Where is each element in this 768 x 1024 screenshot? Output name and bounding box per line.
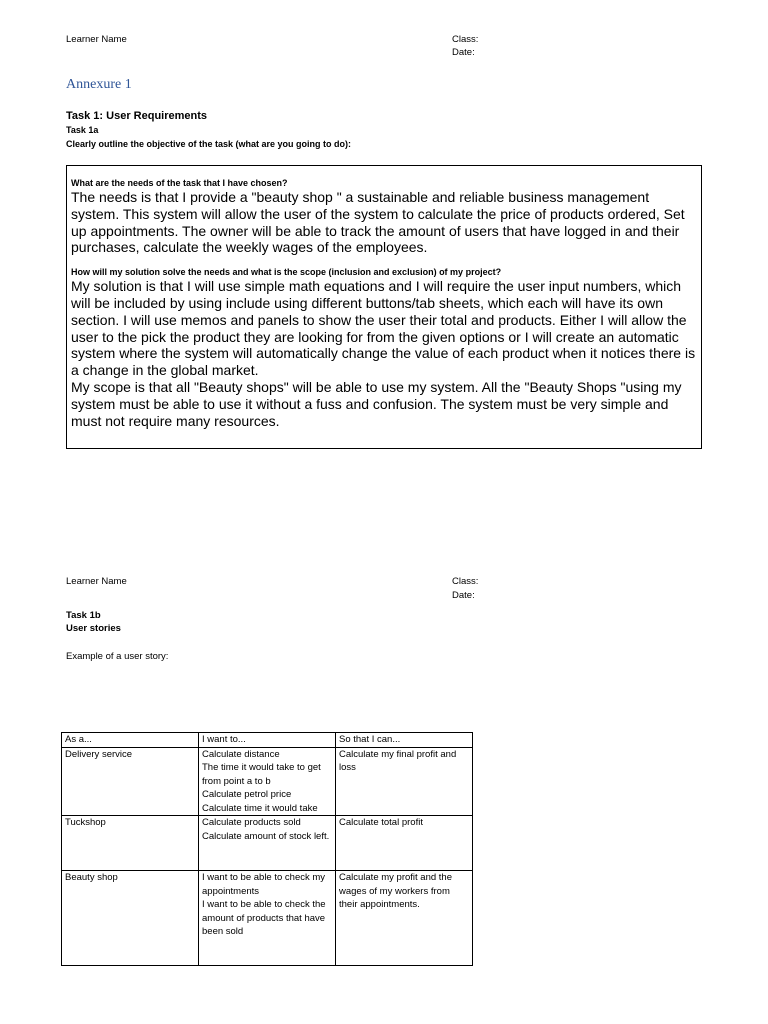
- table-header-row: [62, 733, 473, 748]
- want-line: Calculate distance: [202, 748, 280, 760]
- cell-as-a: Delivery service: [62, 747, 199, 816]
- cell-so-that: Calculate total profit: [336, 816, 473, 871]
- header-as-a: As a...: [62, 733, 199, 748]
- user-stories-label: User stories: [66, 623, 121, 634]
- cell-as-a: Tuckshop: [62, 816, 199, 871]
- solution-answer: My solution is that I will use simple math equations and I will require the user input numbers, which will be included by using include using different buttons/tab sheets, which each will have its own section. I will use memos and panels to show the user their total and products. Either I will allow the user to the pick the product they are looking for from the given options or I will create an automatic system where the system will automatically change the value of each product when it notices there is a change in the global market.: [71, 278, 696, 379]
- want-line: Calculate time it would take: [202, 802, 318, 814]
- task-1b-label: Task 1b: [66, 610, 101, 621]
- objective-answer-box: [66, 165, 702, 449]
- table-row: [62, 816, 473, 871]
- table-row: [62, 871, 473, 966]
- header-i-want-to: I want to...: [199, 733, 336, 748]
- needs-question: What are the needs of the task that I have chosen?: [71, 178, 288, 188]
- date-label-2: Date:: [452, 590, 475, 601]
- cell-so-that: Calculate my final profit and loss: [336, 747, 473, 816]
- want-line: I want to be able to check the amount of products that have been sold: [202, 899, 326, 937]
- date-label: Date:: [452, 47, 475, 58]
- want-line: Calculate products sold: [202, 817, 301, 828]
- header-so-that: So that I can...: [336, 733, 473, 748]
- scope-answer: My scope is that all "Beauty shops" will be able to use my system. All the "Beauty Shops "using my system must be able to use it without a fuss and confusion. The system must be very simple and must not require many resources.: [71, 378, 682, 429]
- want-line: Calculate amount of stock left.: [202, 830, 330, 842]
- learner-name-label: Learner Name: [66, 34, 127, 45]
- objective-instruction: Clearly outline the objective of the task (what are you going to do):: [66, 139, 352, 149]
- class-label-2: Class:: [452, 576, 479, 587]
- scope-question: How will my solution solve the needs and what is the scope (inclusion and exclusion) of my project?: [71, 267, 502, 278]
- want-line: The time it would take to get from point a to b: [202, 762, 321, 787]
- cell-want: [199, 816, 336, 871]
- table-row: [62, 747, 473, 816]
- cell-want: [199, 871, 336, 966]
- cell-so-that: Calculate my profit and the wages of my workers from their appointments.: [336, 871, 473, 966]
- learner-name-label-2: Learner Name: [66, 576, 127, 587]
- cell-want: [199, 747, 336, 816]
- needs-answer: The needs is that I provide a "beauty shop " a sustainable and reliable business management system. This system will allow the user of the system to calculate the price of products ordered, Set up appointments. The owner will be able to track the amount of users that have logged in and their purchases, calculate the weekly wages of the employees.: [71, 189, 685, 256]
- task-title: Task 1: User Requirements: [66, 110, 208, 122]
- want-line: I want to be able to check my appointments: [202, 872, 326, 897]
- annexure-title: Annexure 1: [66, 77, 132, 92]
- cell-as-a: Beauty shop: [62, 871, 199, 966]
- class-label: Class:: [452, 34, 479, 45]
- user-stories-table: [61, 732, 473, 966]
- example-label: Example of a user story:: [66, 651, 169, 662]
- task-1a-label: Task 1a: [66, 125, 99, 135]
- want-line: Calculate petrol price: [202, 789, 292, 800]
